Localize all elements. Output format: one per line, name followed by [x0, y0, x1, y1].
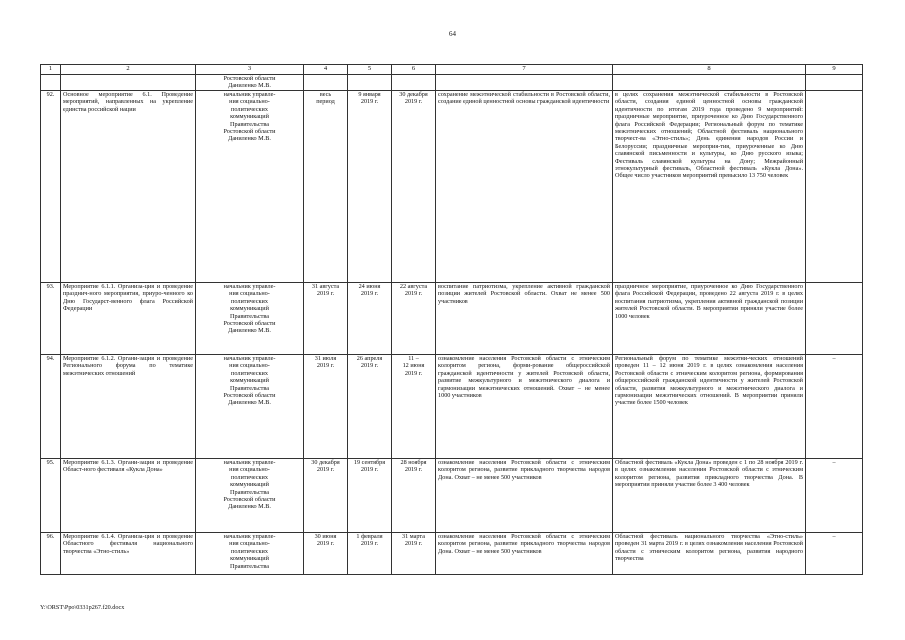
start-date-cell: 24 июня 2019 г. [348, 283, 392, 355]
expected-result-cell: воспитание патриотизма, укрепление активной гражданской позиции жителей Ростовской области. Охват не менее 500 участников [436, 283, 613, 355]
header-cell: 1 [41, 65, 61, 75]
end-date-cell: 30 декабря 2019 г. [392, 91, 436, 283]
row-number-cell: 95. [41, 459, 61, 533]
table-row [41, 533, 863, 575]
start-date-cell: 9 января 2019 г. [348, 91, 392, 283]
report-table [40, 64, 863, 575]
responsible-cell: начальник управле- ния социально- политических коммуникаций Правительства Ростовской области Даниленко М.В. [196, 355, 304, 459]
actual-result-cell: в целях сохранения межэтнической стабильности в Ростовской области, создания единой ценностной основы гражданской идентичности по итогам 2019 года проведено 9 мероприятий: праздничные мероприятие, приуроченное ко Дню Государственного флага Российской Федерации; Региональный форум по тематике межэтнических отношений; Областной фестиваль национального творчест-ва «Этно-стиль»; День единения народов России и Белоруссии; праздничные мероприя-тия, приуроченные ко Дню славянской письменности и культуры, ко Дню русского языка; Фестиваль славянской культуры на Дону; Межрайонный этнокультурный фестиваль, Областной фестиваль «Кукла Дона». Общее число участников мероприятий превысило 13 750 человек [613, 91, 806, 283]
responsible-cell: начальник управле- ния социально- политических коммуникаций Правительства [196, 533, 304, 575]
note-cell: – [806, 355, 863, 459]
file-path-footer: Y:\ORST\Ppo\0331p267.f20.docx [40, 604, 125, 611]
event-name-cell: Основное мероприятие 6.1. Проведение мероприятий, направленных на укрепление единства российской нации [61, 91, 196, 283]
expected-result-cell: ознакомление населения Ростовской области с этническим колоритом региона, развитие прикладного творчества народов Дона. Охват – не менее 500 участников [436, 459, 613, 533]
table-row [41, 283, 863, 355]
expected-result-cell: ознакомление населения Ростовской области с этническим колоритом региона, форми-рование общероссийской гражданской идентичности у жителей Ростовской области, развитие межкультурного и межэтнического диалога и гармонизации межэтнических отношений. Охват – не менее 1000 участников [436, 355, 613, 459]
end-date-cell: 22 августа 2019 г. [392, 283, 436, 355]
row-number-cell: 94. [41, 355, 61, 459]
responsible-cell: начальник управле- ния социально- политических коммуникаций Правительства Ростовской области Даниленко М.В. [196, 459, 304, 533]
expected-result-cell: сохранение межэтнической стабильности в Ростовской области, создание единой ценностной основы гражданской идентичности [436, 91, 613, 283]
responsible-cell: Ростовской области Даниленко М.В. [196, 75, 304, 91]
row-number-cell: 93. [41, 283, 61, 355]
end-date-cell: 11 – 12 июня 2019 г. [392, 355, 436, 459]
responsible-cell: начальник управле- ния социально- политических коммуникаций Правительства Ростовской области Даниленко М.В. [196, 283, 304, 355]
note-cell: – [806, 533, 863, 575]
header-cell: 7 [436, 65, 613, 75]
end-date-cell: 28 ноября 2019 г. [392, 459, 436, 533]
deadline-cell: 30 июня 2019 г. [304, 533, 348, 575]
header-cell: 6 [392, 65, 436, 75]
header-row [41, 65, 863, 75]
deadline-cell: 31 июля 2019 г. [304, 355, 348, 459]
header-cell: 5 [348, 65, 392, 75]
header-cell: 3 [196, 65, 304, 75]
expected-result-cell: ознакомление населения Ростовской области с этническим колоритом региона, развитие прикладного творчества народов Дона. Охват – не менее 500 участников [436, 533, 613, 575]
header-cell: 9 [806, 65, 863, 75]
deadline-cell: 30 декабря 2019 г. [304, 459, 348, 533]
header-cell: 4 [304, 65, 348, 75]
actual-result-cell: Региональный форум по тематике межэтни-ческих отношений проведен 11 – 12 июня 2019 г. в целях ознакомления населения Ростовской области с этническим колоритом региона, формирования общероссийской гражданской идентичности у жителей Ростовской области, развития межкультурного и межэтнического диалога и гармонизации межэтнических отношений. В мероприятии приняли участие более 1500 человек [613, 355, 806, 459]
row-number-cell: 96. [41, 533, 61, 575]
deadline-cell: весь период [304, 91, 348, 283]
header-cell: 8 [613, 65, 806, 75]
continuation-row [41, 75, 863, 91]
actual-result-cell: Областной фестиваль национального творчества «Этно-стиль» проведен 31 марта 2019 г. в целях ознакомления населения Ростовской области с этническим колоритом региона, развития народного творчества [613, 533, 806, 575]
page-number: 64 [449, 30, 456, 38]
note-cell: – [806, 459, 863, 533]
table-row [41, 91, 863, 283]
table-row [41, 459, 863, 533]
deadline-cell: 31 августа 2019 г. [304, 283, 348, 355]
table-row [41, 355, 863, 459]
row-number-cell: 92. [41, 91, 61, 283]
end-date-cell: 31 марта 2019 г. [392, 533, 436, 575]
start-date-cell: 1 февраля 2019 г. [348, 533, 392, 575]
header-cell: 2 [61, 65, 196, 75]
note-cell [806, 91, 863, 283]
note-cell [806, 283, 863, 355]
actual-result-cell: праздничное мероприятие, приуроченное ко Дню Государственного флага Российской Федерации, проведено 22 августа 2019 г. в целях воспитания патриотизма, укрепления активной гражданской позиции жителей Ростовской области. В мероприятии приняли участие более 1000 человек [613, 283, 806, 355]
event-name-cell: Мероприятие 6.1.3. Органи-зация и проведение Област-ного фестиваля «Кукла Дона» [61, 459, 196, 533]
event-name-cell: Мероприятие 6.1.2. Органи-зация и проведение Регионального форума по тематике межэтнических отношений [61, 355, 196, 459]
start-date-cell: 26 апреля 2019 г. [348, 355, 392, 459]
responsible-cell: начальник управле- ния социально- политических коммуникаций Правительства Ростовской области Даниленко М.В. [196, 91, 304, 283]
actual-result-cell: Областной фестиваль «Кукла Дона» проведен с 1 по 28 ноября 2019 г. в целях ознакомления населения Ростовской области с этническим колоритом региона, развития прикладного творчества Дона. В мероприятии приняли участие более 3 400 человек [613, 459, 806, 533]
event-name-cell: Мероприятие 6.1.4. Организа-ция и проведение Областного фестиваля национального творчества «Этно-стиль» [61, 533, 196, 575]
start-date-cell: 19 сентября 2019 г. [348, 459, 392, 533]
event-name-cell: Мероприятие 6.1.1. Организа-ция и проведение празднич-ного мероприятия, приуро-ченного ко Дню Государст-венного флага Российской Федерации [61, 283, 196, 355]
